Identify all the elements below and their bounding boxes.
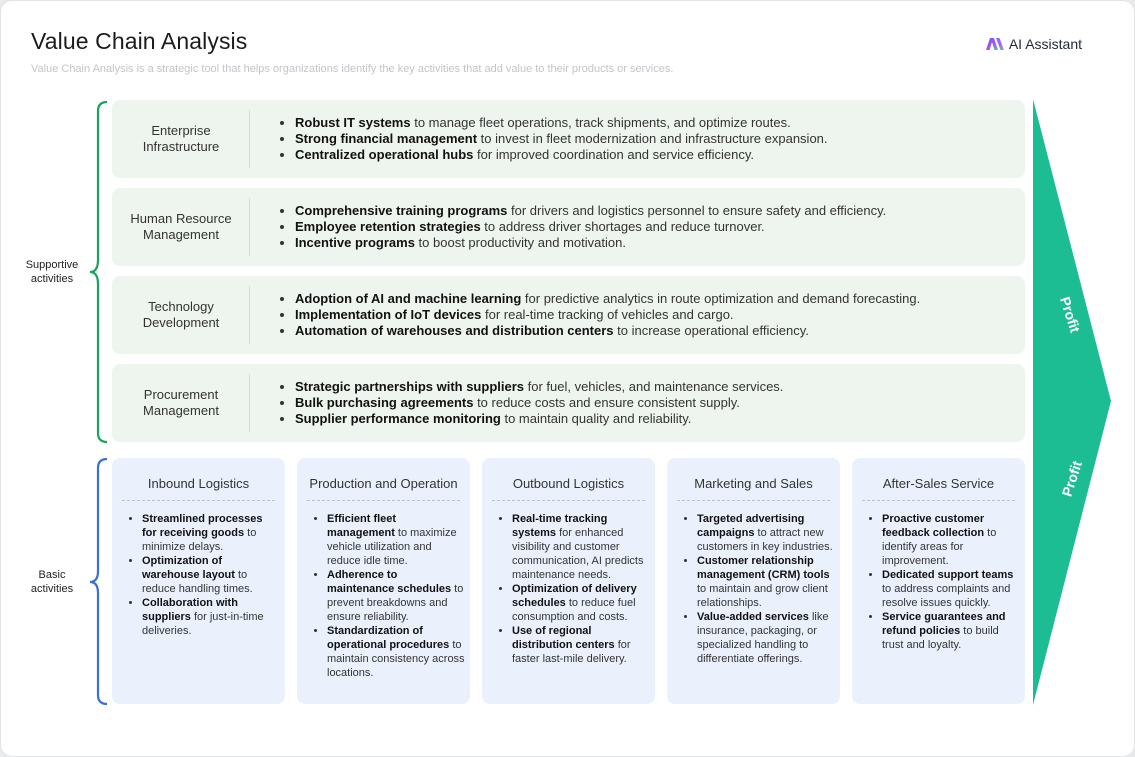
support-row-procurement-management bbox=[112, 364, 1025, 442]
basic-col-title: Outbound Logistics bbox=[512, 476, 625, 491]
basic-col-inbound-logistics bbox=[112, 458, 285, 704]
basic-col-title: Inbound Logistics bbox=[147, 476, 250, 491]
list-item: • Strong financial management to invest in fleet modernization and infrastructure expansion. bbox=[295, 131, 828, 147]
basic-col-list bbox=[492, 512, 650, 666]
list-item: • Efficient fleet management to maximize vehicle utilization and reduce idle time. bbox=[327, 512, 465, 568]
list-item: • Employee retention strategies to address driver shortages and reduce turnover. bbox=[295, 219, 886, 235]
row-divider bbox=[249, 198, 250, 256]
list-item: • Service guarantees and refund policies to build trust and loyalty. bbox=[882, 610, 1020, 652]
list-item: • Optimization of warehouse layout to reduce handling times. bbox=[142, 554, 280, 596]
list-item: • Collaboration with suppliers for just-in-time deliveries. bbox=[142, 596, 280, 638]
page-subtitle: Value Chain Analysis is a strategic tool that helps organizations identify the key activities that add value to their products or services. bbox=[31, 63, 674, 75]
brand[interactable] bbox=[985, 36, 1082, 52]
brand-label: AI Assistant bbox=[1008, 36, 1082, 52]
support-row-list bbox=[275, 115, 828, 163]
supportive-activities-label: Supportive activities bbox=[25, 259, 79, 285]
list-item: • Proactive customer feedback collection to identify areas for improvement. bbox=[882, 512, 1020, 568]
profit-arrow bbox=[1031, 99, 1113, 707]
profit-label-lower: Profit bbox=[1058, 458, 1086, 499]
basic-col-list bbox=[122, 512, 280, 638]
list-item: • Centralized operational hubs for improved coordination and service efficiency. bbox=[295, 147, 828, 163]
basic-col-list bbox=[677, 512, 835, 666]
list-item: • Real-time tracking systems for enhanced visibility and customer communication, AI predicts maintenance needs. bbox=[512, 512, 650, 582]
col-divider bbox=[492, 500, 645, 501]
list-item: • Adherence to maintenance schedules to prevent breakdowns and ensure reliability. bbox=[327, 568, 465, 624]
col-divider bbox=[307, 500, 460, 501]
row-divider bbox=[249, 286, 250, 344]
basic-col-marketing-and-sales bbox=[667, 458, 840, 704]
support-row-title: Technology Development bbox=[142, 299, 220, 330]
row-divider bbox=[249, 374, 250, 432]
profit-label-upper: Profit bbox=[1056, 294, 1084, 335]
support-row-list bbox=[275, 379, 783, 427]
list-item: • Streamlined processes for receiving goods to minimize delays. bbox=[142, 512, 280, 554]
list-item: • Dedicated support teams to address complaints and resolve issues quickly. bbox=[882, 568, 1020, 610]
basic-col-list bbox=[862, 512, 1020, 652]
list-item: • Optimization of delivery schedules to reduce fuel consumption and costs. bbox=[512, 582, 650, 624]
list-item: • Targeted advertising campaigns to attract new customers in key industries. bbox=[697, 512, 835, 554]
list-item: • Automation of warehouses and distribution centers to increase operational efficiency. bbox=[295, 323, 920, 339]
supportive-bracket bbox=[87, 101, 109, 443]
list-item: • Comprehensive training programs for drivers and logistics personnel to ensure safety and efficiency. bbox=[295, 203, 886, 219]
list-item: • Implementation of IoT devices for real-time tracking of vehicles and cargo. bbox=[295, 307, 920, 323]
basic-col-list bbox=[307, 512, 465, 680]
basic-col-after-sales-service bbox=[852, 458, 1025, 704]
list-item: • Robust IT systems to manage fleet operations, track shipments, and optimize routes. bbox=[295, 115, 828, 131]
support-row-technology-development bbox=[112, 276, 1025, 354]
support-row-list bbox=[275, 203, 886, 251]
basic-col-title: After-Sales Service bbox=[882, 476, 995, 491]
col-divider bbox=[862, 500, 1015, 501]
list-item: • Incentive programs to boost productivity and motivation. bbox=[295, 235, 886, 251]
list-item: • Bulk purchasing agreements to reduce costs and ensure consistent supply. bbox=[295, 395, 783, 411]
col-divider bbox=[122, 500, 275, 501]
list-item: • Strategic partnerships with suppliers for fuel, vehicles, and maintenance services. bbox=[295, 379, 783, 395]
basic-col-production-and-operation bbox=[297, 458, 470, 704]
list-item: • Use of regional distribution centers for faster last-mile delivery. bbox=[512, 624, 650, 666]
ai-logo-icon bbox=[985, 37, 1005, 51]
profit-arrow-shape bbox=[1033, 99, 1111, 705]
support-row-list bbox=[275, 291, 920, 339]
list-item: • Adoption of AI and machine learning for predictive analytics in route optimization and demand forecasting. bbox=[295, 291, 920, 307]
basic-col-title: Marketing and Sales bbox=[694, 476, 813, 491]
list-item: • Supplier performance monitoring to maintain quality and reliability. bbox=[295, 411, 783, 427]
row-divider bbox=[249, 110, 250, 168]
support-row-title: Enterprise Infrastructure bbox=[142, 123, 220, 154]
basic-col-title: Production and Operation bbox=[309, 476, 458, 491]
support-row-human-resource-management bbox=[112, 188, 1025, 266]
list-item: • Standardization of operational procedures to maintain consistency across locations. bbox=[327, 624, 465, 680]
col-divider bbox=[677, 500, 830, 501]
basic-bracket bbox=[87, 458, 109, 706]
basic-activities-label: Basic activities bbox=[30, 569, 74, 595]
support-row-title: Human Resource Management bbox=[130, 211, 232, 242]
page-title: Value Chain Analysis bbox=[31, 28, 248, 54]
list-item: • Value-added services like insurance, packaging, or specialized handling to differentiate offerings. bbox=[697, 610, 835, 666]
support-row-title: Procurement Management bbox=[143, 387, 219, 418]
list-item: • Customer relationship management (CRM) tools to maintain and grow client relationships. bbox=[697, 554, 835, 610]
support-row-enterprise-infrastructure bbox=[112, 100, 1025, 178]
basic-col-outbound-logistics bbox=[482, 458, 655, 704]
